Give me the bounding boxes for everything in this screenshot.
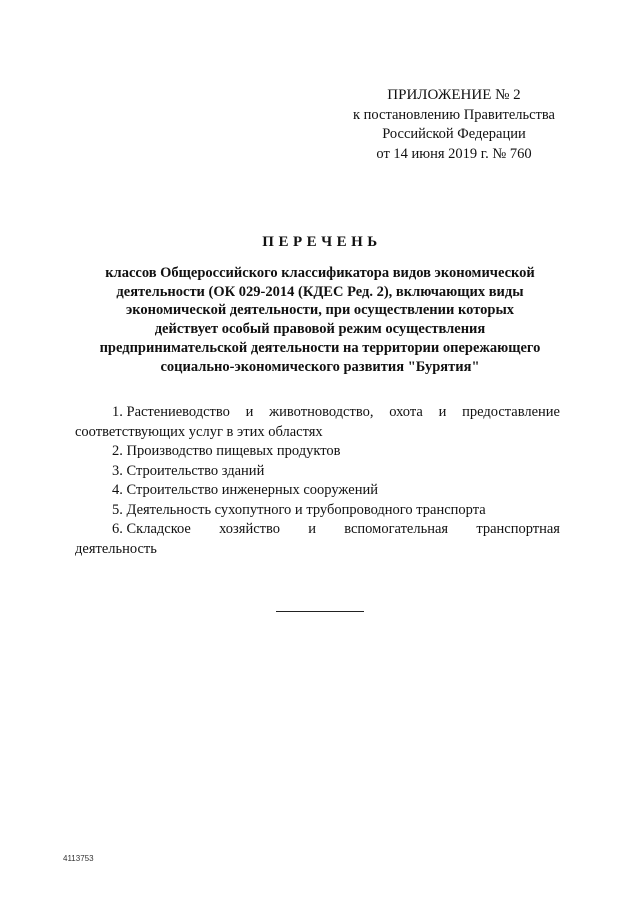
list-item-line: [75, 520, 560, 540]
appendix-line-1: к постановлению Правительства: [353, 106, 555, 123]
subtitle-line: предпринимательской деятельности на территории опережающего: [99, 339, 541, 356]
list-item: 4. Строительство инженерных сооружений: [112, 482, 378, 498]
subtitle-line: экономической деятельности, при осуществлении которых: [125, 302, 515, 319]
activity-list: [75, 403, 560, 559]
appendix-line-3: от 14 июня 2019 г. № 760: [376, 145, 532, 162]
list-item-word: охота: [389, 404, 423, 420]
closing-divider-line: [276, 611, 364, 612]
document-code: 4113753: [63, 854, 94, 863]
list-item-word: предоставление: [462, 404, 560, 420]
list-item-word: вспомогательная: [344, 521, 449, 537]
list-item-word: хозяйство: [219, 521, 280, 537]
list-item-word: и: [308, 521, 316, 537]
appendix-header: [336, 86, 572, 164]
list-item-word: 1. Растениеводство: [112, 404, 230, 420]
subtitle-line: социально-экономического развития "Бурятия": [160, 358, 480, 375]
document-title-block: [70, 234, 570, 376]
list-item: 5. Деятельность сухопутного и трубопроводного транспорта: [112, 501, 486, 518]
subtitle-line: действует особый правовой режим осуществления: [154, 321, 486, 338]
subtitle-line: деятельности (ОК 029-2014 (КДЕС Ред. 2), включающих виды: [116, 283, 524, 300]
list-item-word: животноводство,: [269, 404, 374, 420]
list-item-continuation: соответствующих услуг в этих областях: [75, 423, 323, 440]
subtitle-line: классов Общероссийского классификатора видов экономической: [105, 265, 535, 281]
appendix-line-2: Российской Федерации: [382, 126, 526, 142]
document-title: ПЕРЕЧЕНЬ: [262, 234, 382, 250]
list-item: [75, 520, 560, 559]
list-item-word: и: [438, 404, 447, 420]
list-item: 2. Производство пищевых продуктов: [112, 443, 341, 459]
appendix-title: ПРИЛОЖЕНИЕ № 2: [387, 87, 521, 103]
list-item-continuation: деятельность: [75, 540, 157, 557]
list-item-word: 6. Складское: [112, 521, 191, 537]
list-item: [75, 403, 560, 442]
list-item-line: [75, 403, 560, 423]
list-item-word: и: [245, 404, 254, 420]
list-item: 3. Строительство зданий: [112, 462, 265, 479]
list-item-word: транспортная: [476, 521, 560, 537]
document-subtitle: [70, 264, 570, 376]
